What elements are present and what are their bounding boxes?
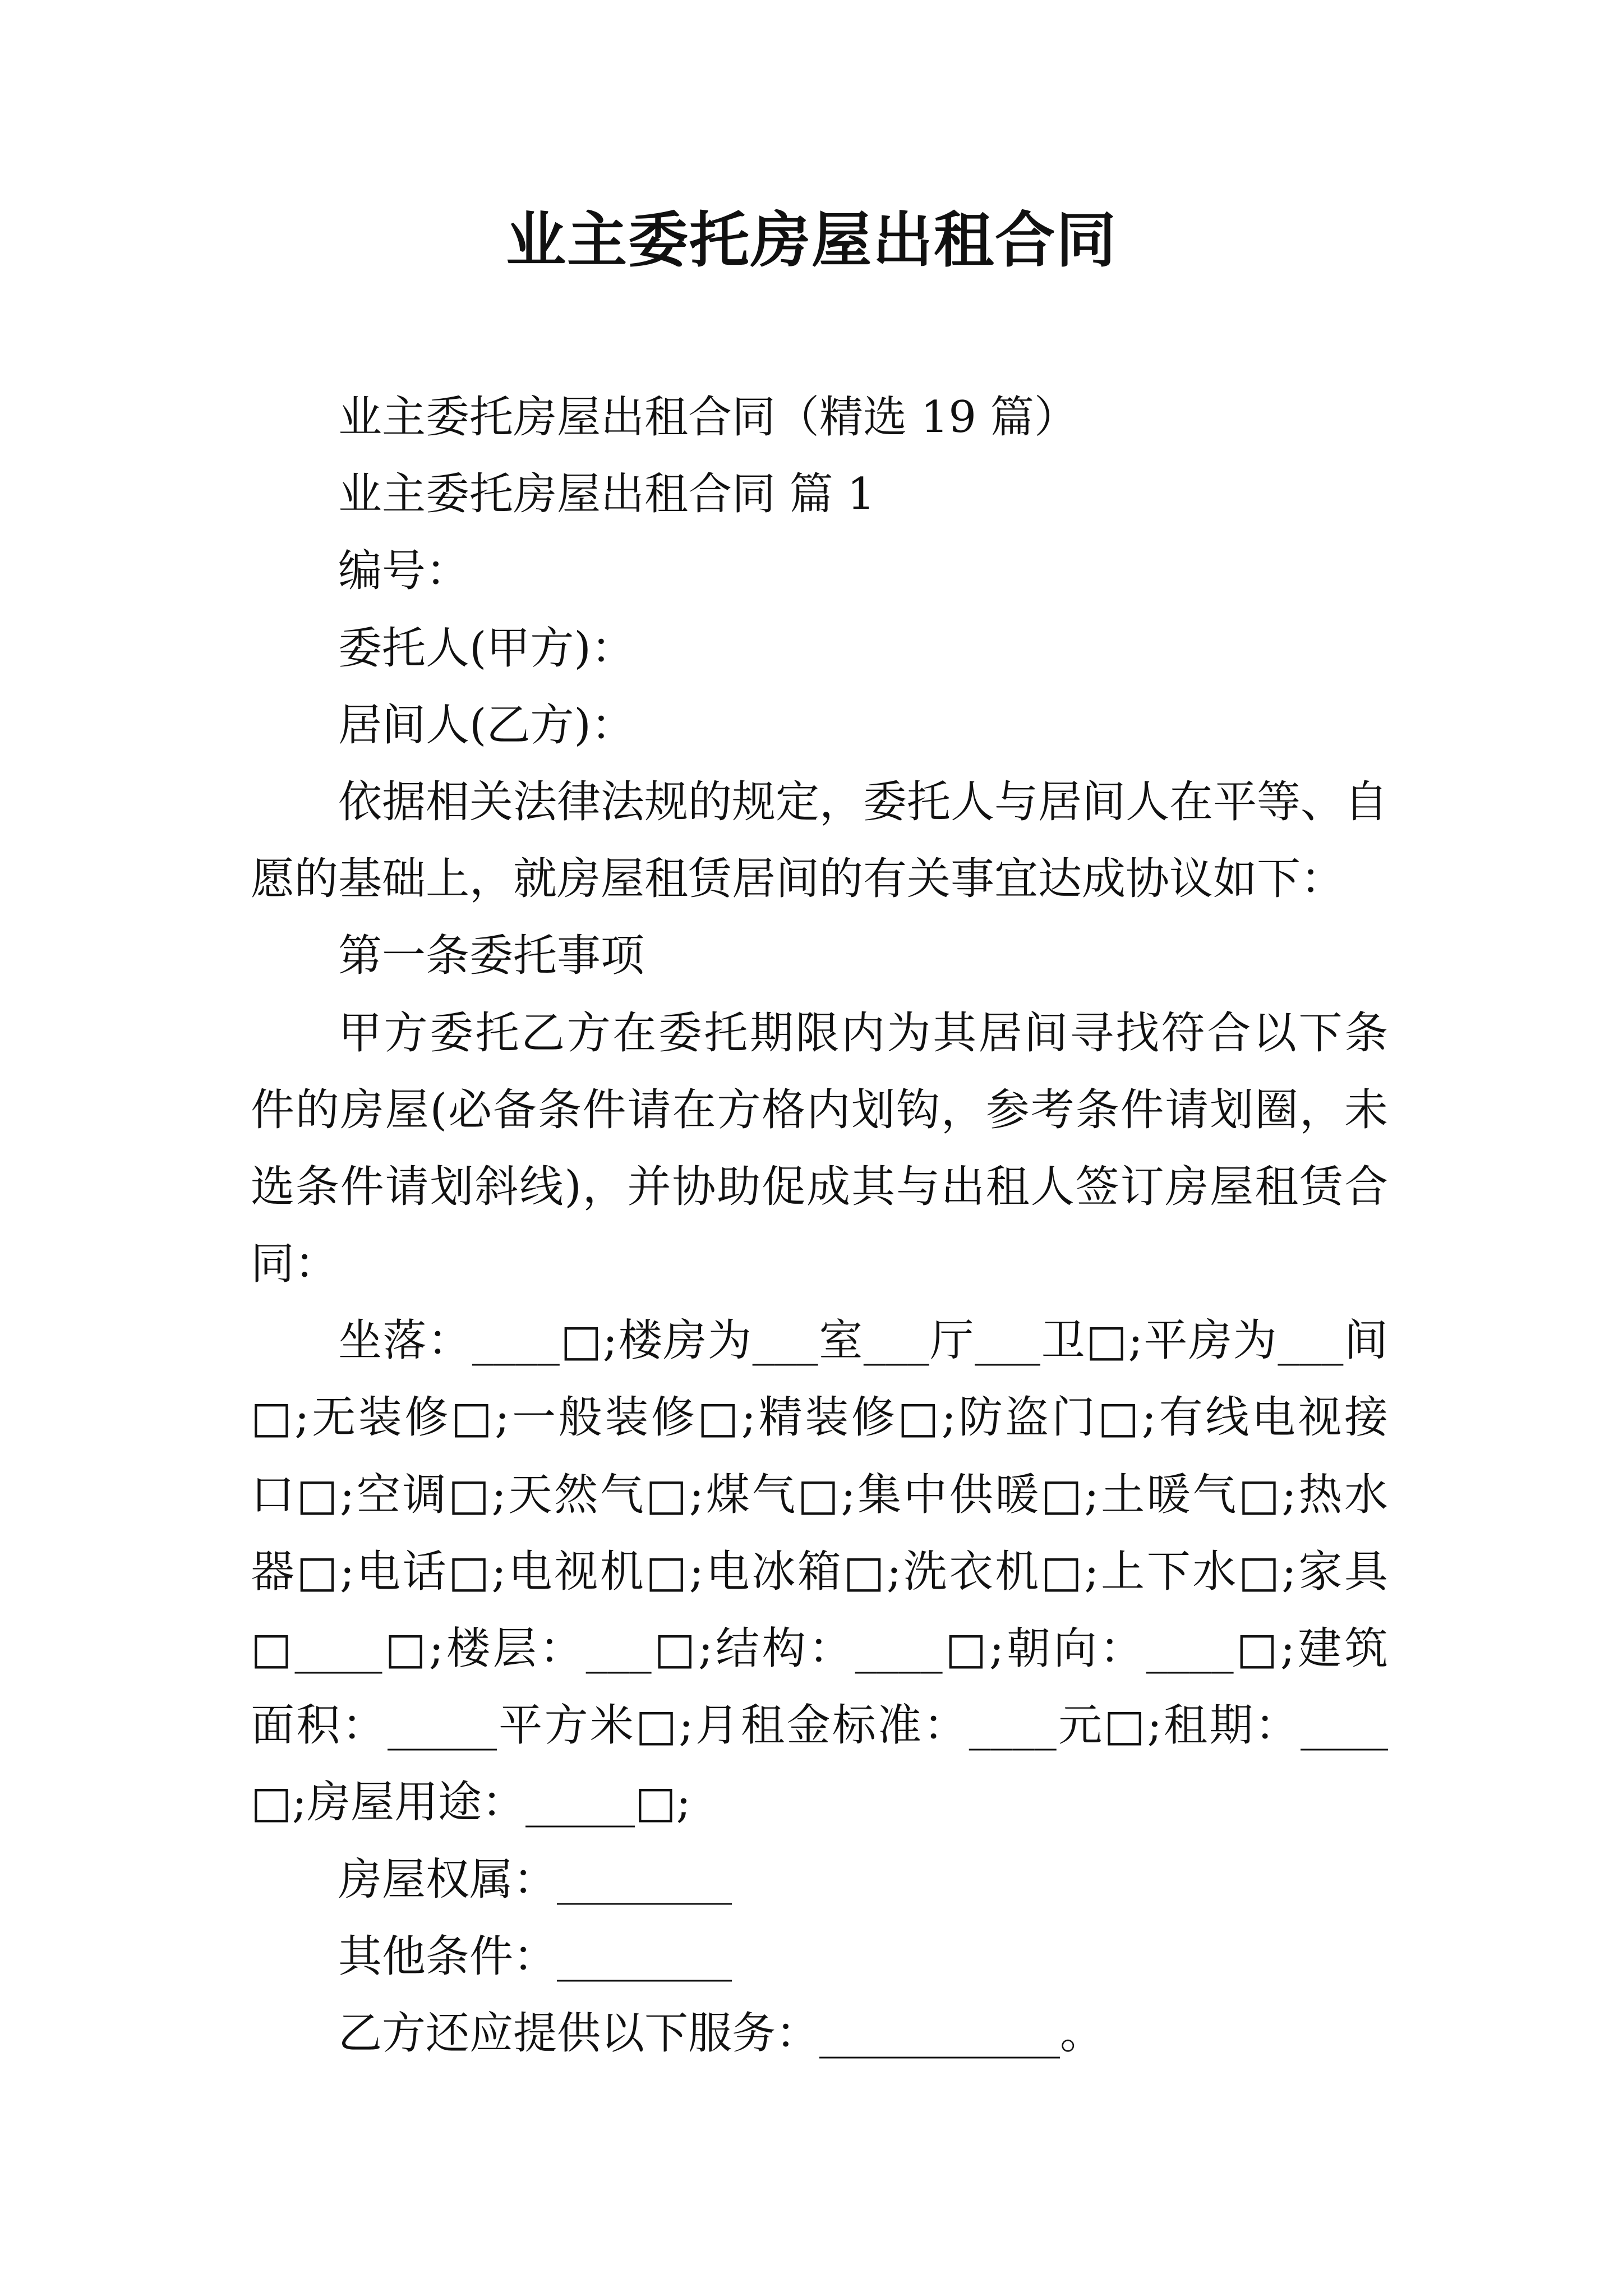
text-line: 面积：_____平方米□;月租金标准：____元□;租期：____ (251, 1700, 1388, 1751)
document-body (251, 379, 1388, 2072)
text-line: 口□;空调□;天然气□;煤气□;集中供暖□;土暖气□;热水 (251, 1469, 1388, 1520)
text-line: 业主委托房屋出租合同 篇 1 (338, 469, 875, 520)
text-line: 其他条件：________ (338, 1931, 732, 1982)
text-line: 居间人(乙方)： (338, 700, 635, 751)
paragraph-ownership (251, 1842, 1388, 1918)
text-line: □;房屋用途：_____□; (251, 1777, 691, 1828)
paragraph-collection-title (251, 379, 1388, 456)
text-line: 业主委托房屋出租合同（精选 19 篇） (338, 392, 1078, 443)
text-line: 选条件请划斜线)，并协助促成其与出租人签订房屋租赁合 (251, 1161, 1388, 1212)
paragraph-services (251, 1995, 1388, 2072)
paragraph-article-heading (251, 918, 1388, 995)
text-line: □;无装修□;一般装修□;精装修□;防盗门□;有线电视接 (251, 1392, 1388, 1443)
paragraph-party-a (251, 610, 1388, 687)
document-title: 业主委托房屋出租合同 (505, 205, 1117, 275)
text-line: 房屋权属：________ (338, 1854, 732, 1905)
text-line: 件的房屋(必备条件请在方格内划钩，参考条件请划圈，未 (251, 1084, 1388, 1135)
text-line: 坐落：____□;楼房为___室___厅___卫□;平房为___间 (338, 1315, 1388, 1366)
paragraph-party-b (251, 687, 1388, 764)
text-line: 编号： (338, 546, 470, 597)
paragraph-number-field (251, 533, 1388, 610)
paragraph-other-conditions (251, 1918, 1388, 1995)
text-line: 器□;电话□;电视机□;电冰箱□;洗衣机□;上下水□;家具 (251, 1546, 1388, 1597)
paragraph-section-title (251, 456, 1388, 533)
text-line: 甲方委托乙方在委托期限内为其居间寻找符合以下条 (338, 1007, 1388, 1059)
text-line: 依据相关法律法规的规定，委托人与居间人在平等、自 (338, 776, 1389, 827)
paragraph-article-body (251, 995, 1388, 1303)
text-line: 乙方还应提供以下服务：___________。 (338, 2008, 1104, 2059)
paragraph-preamble (251, 764, 1388, 918)
text-line: 委托人(甲方)： (338, 623, 635, 674)
text-line: 愿的基础上，就房屋租赁居间的有关事宜达成协议如下： (251, 854, 1345, 905)
text-line: 同： (251, 1239, 339, 1290)
paragraph-property-conditions (251, 1303, 1388, 1841)
text-line: 第一条委托事项 (338, 931, 645, 982)
text-line: □____□;楼层：___□;结构：____□;朝向：____□;建筑 (251, 1623, 1388, 1674)
